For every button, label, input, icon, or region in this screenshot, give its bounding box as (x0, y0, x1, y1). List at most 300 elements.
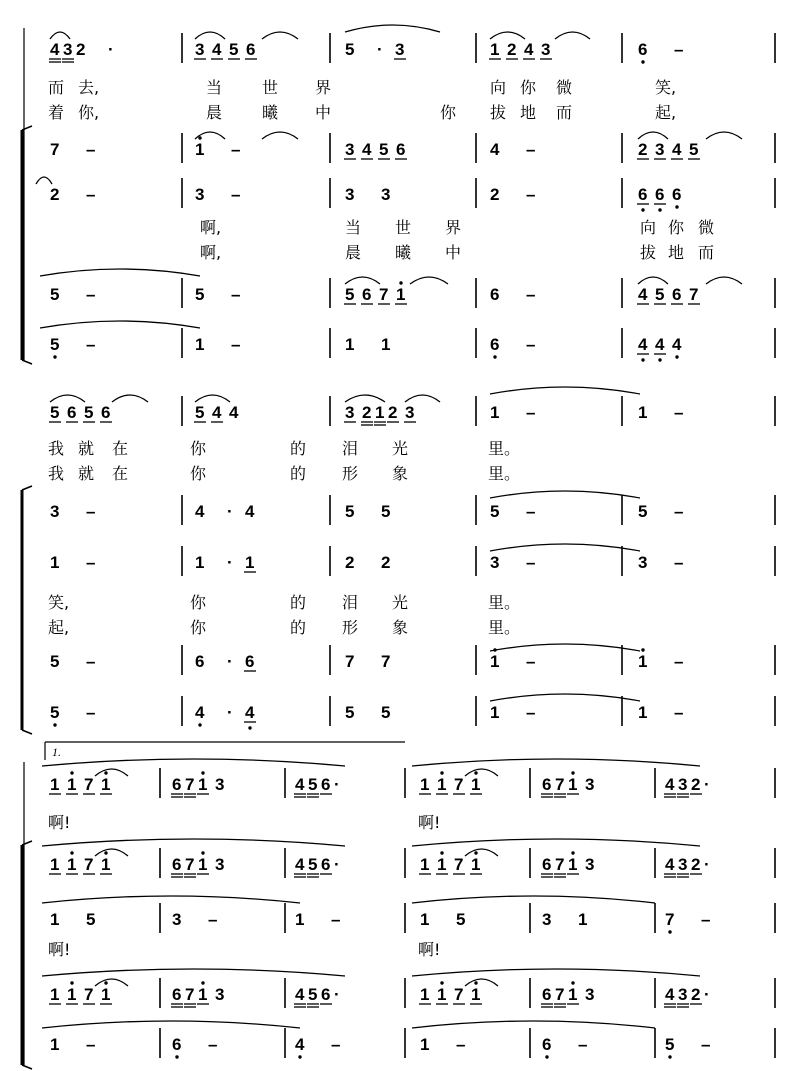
note-digit: 5 (50, 703, 60, 722)
lyric-syllable: 里。 (488, 618, 521, 637)
lyric-syllable: 曦 (262, 103, 279, 122)
augmentation-dot: · (704, 775, 710, 794)
note-digit: 3 (405, 403, 415, 422)
note-digit: 1 (67, 775, 77, 794)
note-digit: 1 (471, 855, 481, 874)
note-digit: 1 (420, 985, 430, 1004)
note-digit: 1 (471, 985, 481, 1004)
lyric-syllable: 向 (490, 78, 507, 97)
lyric-syllable: 世 (262, 78, 279, 97)
augmentation-dot: · (377, 40, 383, 59)
dash-extension: – (526, 335, 536, 354)
note-digit: 1 (568, 775, 578, 794)
staff-s1-tenor (50, 178, 775, 212)
high-octave-dot (201, 851, 204, 854)
note-digit: 6 (542, 985, 552, 1004)
slur-mark (412, 969, 700, 976)
slur-mark (40, 321, 200, 328)
dash-extension: – (701, 1035, 711, 1054)
lyric-syllable: 的 (290, 593, 307, 612)
low-octave-dot (641, 60, 644, 63)
lyric-syllable: 里。 (488, 593, 521, 612)
lyric-syllable: 你 (520, 78, 537, 97)
lyric-syllable: 当 (345, 218, 362, 237)
slur-mark (555, 32, 590, 39)
note-digit: 1 (638, 703, 648, 722)
slur-mark (95, 769, 128, 776)
system-bracket-hook (22, 486, 32, 490)
note-digit: 5 (195, 285, 205, 304)
note-digit: 5 (638, 502, 648, 521)
lyric-syllable: 啊! (418, 940, 441, 959)
high-octave-dot (399, 281, 402, 284)
note-digit: 4 (295, 1035, 305, 1054)
note-digit: 1 (101, 985, 111, 1004)
slur-mark (95, 849, 128, 856)
low-octave-dot (668, 1055, 671, 1058)
lyric-syllable: 起, (655, 103, 677, 122)
lyric-syllable: 啊! (48, 813, 71, 832)
note-digit: 6 (490, 285, 500, 304)
lyric-syllable: 啊, (200, 243, 222, 262)
dash-extension: – (86, 553, 96, 572)
high-octave-dot (641, 648, 644, 651)
augmentation-dot: · (334, 775, 340, 794)
lyric-syllable: 就 (78, 439, 95, 458)
note-digit: 1 (50, 910, 60, 929)
slur-mark (405, 395, 440, 402)
note-digit: 4 (672, 140, 682, 159)
high-octave-dot (571, 771, 574, 774)
low-octave-dot (641, 208, 644, 211)
dash-extension: – (231, 335, 241, 354)
lyric-syllable: 曦 (395, 243, 412, 262)
note-digit: 7 (84, 775, 94, 794)
lyric-syllable: 啊! (418, 813, 441, 832)
augmentation-dot: · (227, 502, 233, 521)
note-digit: 4 (362, 140, 372, 159)
dash-extension: – (674, 703, 684, 722)
note-digit: 5 (50, 335, 60, 354)
slur-mark (490, 644, 640, 651)
note-digit: 7 (50, 140, 60, 159)
note-digit: 4 (665, 775, 675, 794)
lyric-syllable: 的 (290, 618, 307, 637)
note-digit: 3 (345, 140, 355, 159)
note-digit: 3 (215, 855, 225, 874)
slur-mark (345, 395, 385, 402)
note-digit: 5 (50, 652, 60, 671)
slur-mark (706, 277, 742, 284)
note-digit: 1 (198, 855, 208, 874)
note-digit: 5 (308, 775, 318, 794)
lyric-line (48, 103, 676, 122)
note-digit: 6 (321, 985, 331, 1004)
slur-mark (412, 759, 700, 766)
slur-mark (465, 769, 498, 776)
note-digit: 6 (672, 285, 682, 304)
dash-extension: – (526, 553, 536, 572)
dash-extension: – (86, 140, 96, 159)
note-digit: 7 (185, 855, 195, 874)
dash-extension: – (331, 910, 341, 929)
note-digit: 4 (490, 140, 500, 159)
note-digit: 1 (638, 403, 648, 422)
staff-s3-bass1 (49, 978, 775, 1008)
note-digit: 1 (50, 985, 60, 1004)
note-digit: 2 (638, 140, 648, 159)
dash-extension: – (674, 40, 684, 59)
note-digit: 2 (381, 553, 391, 572)
lyric-syllable: 拔 (640, 243, 657, 262)
dash-extension: – (526, 652, 536, 671)
lyric-line (48, 813, 440, 832)
lyric-syllable: 光 (392, 593, 409, 612)
note-digit: 1 (490, 403, 500, 422)
staff-s1-bass2 (50, 328, 775, 362)
staff-s2-soprano (49, 396, 775, 426)
high-octave-dot (571, 981, 574, 984)
staff-s2-bass1 (50, 645, 775, 675)
note-digit: 1 (420, 855, 430, 874)
note-digit: 6 (172, 1035, 182, 1054)
system-bracket-hook (22, 360, 32, 364)
slur-mark (195, 395, 230, 402)
note-digit: 6 (246, 40, 256, 59)
slur-mark (42, 969, 345, 976)
lyric-syllable: 而 (48, 78, 65, 97)
note-digit: 7 (665, 910, 675, 929)
note-digit: 6 (172, 775, 182, 794)
slur-mark (42, 896, 300, 903)
lyric-syllable: 你 (190, 618, 207, 637)
augmentation-dot: · (227, 652, 233, 671)
high-octave-dot (104, 981, 107, 984)
note-digit: 1 (420, 1035, 430, 1054)
high-octave-dot (70, 771, 73, 774)
lyric-line (48, 78, 676, 97)
slur-mark (95, 979, 128, 986)
note-digit: 1 (437, 855, 447, 874)
note-digit: 4 (245, 703, 255, 722)
dash-extension: – (701, 910, 711, 929)
slur-mark (345, 277, 380, 284)
note-digit: 5 (689, 140, 699, 159)
staff-s3-tenor (50, 903, 775, 934)
high-octave-dot (201, 981, 204, 984)
dash-extension: – (526, 185, 536, 204)
note-digit: 3 (63, 40, 73, 59)
note-digit: 6 (638, 185, 648, 204)
high-octave-dot (104, 771, 107, 774)
note-digit: 6 (655, 185, 665, 204)
lyric-syllable: 你 (190, 464, 207, 483)
note-digit: 4 (295, 775, 305, 794)
dash-extension: – (674, 652, 684, 671)
note-digit: 4 (195, 703, 205, 722)
note-digit: 7 (454, 985, 464, 1004)
note-digit: 3 (585, 855, 595, 874)
high-octave-dot (474, 851, 477, 854)
lyric-syllable: 啊! (48, 940, 71, 959)
lyric-syllable: 你 (668, 218, 685, 237)
lyric-syllable: 着 (48, 103, 65, 122)
low-octave-dot (641, 358, 644, 361)
note-digit: 4 (212, 403, 222, 422)
slur-mark (345, 25, 440, 32)
dash-extension: – (86, 652, 96, 671)
note-digit: 6 (542, 1035, 552, 1054)
lyric-syllable: 你 (440, 103, 457, 122)
slur-mark (490, 387, 640, 394)
low-octave-dot (668, 930, 671, 933)
lyric-line (48, 464, 520, 483)
slur-mark (42, 759, 345, 766)
note-digit: 5 (345, 502, 355, 521)
note-digit: 6 (672, 185, 682, 204)
lyric-syllable: 界 (315, 78, 332, 97)
lyric-line (48, 593, 520, 612)
note-digit: 6 (101, 403, 111, 422)
note-digit: 5 (50, 403, 60, 422)
lyric-syllable: 笑, (655, 78, 677, 97)
lyric-syllable: 地 (668, 243, 685, 262)
lyric-syllable: 当 (206, 78, 223, 97)
note-digit: 1 (195, 140, 205, 159)
note-digit: 3 (345, 403, 355, 422)
lyric-syllable: 地 (520, 103, 537, 122)
note-digit: 2 (345, 553, 355, 572)
staff-s3-alto (49, 848, 775, 878)
lyric-syllable: 形 (342, 618, 359, 637)
note-digit: 5 (308, 855, 318, 874)
lyric-syllable: 微 (698, 218, 715, 237)
note-digit: 5 (665, 1035, 675, 1054)
note-digit: 1 (50, 775, 60, 794)
lyric-syllable: 中 (445, 243, 462, 262)
note-digit: 3 (50, 502, 60, 521)
note-digit: 1 (490, 40, 500, 59)
staff-s2-alto (50, 495, 775, 525)
lyric-line (200, 218, 714, 237)
slur-mark (40, 269, 200, 276)
slur-mark (410, 277, 448, 284)
note-digit: 5 (195, 403, 205, 422)
staff-s2-tenor (50, 546, 775, 576)
note-digit: 1 (50, 553, 60, 572)
augmentation-dot: · (108, 40, 114, 59)
note-digit: 3 (172, 910, 182, 929)
dash-extension: – (526, 403, 536, 422)
staff-s3-bass2 (50, 1028, 775, 1059)
note-digit: 2 (490, 185, 500, 204)
note-digit: 3 (585, 985, 595, 1004)
lyric-syllable: 你 (190, 593, 207, 612)
high-octave-dot (440, 981, 443, 984)
note-digit: 1 (420, 910, 430, 929)
high-octave-dot (440, 851, 443, 854)
note-digit: 7 (454, 855, 464, 874)
lyric-syllable: 微 (556, 78, 573, 97)
note-digit: 3 (541, 40, 551, 59)
note-digit: 3 (490, 553, 500, 572)
note-digit: 4 (638, 335, 648, 354)
slur-mark (490, 694, 640, 701)
note-digit: 7 (555, 855, 565, 874)
lyric-syllable: 笑, (48, 593, 70, 612)
lyric-syllable: 泪 (342, 439, 359, 458)
lyric-syllable: 世 (395, 218, 412, 237)
note-digit: 3 (395, 40, 405, 59)
note-digit: 1 (420, 775, 430, 794)
note-digit: 6 (195, 652, 205, 671)
slur-mark (490, 544, 640, 551)
note-digit: 6 (321, 775, 331, 794)
note-digit: 5 (490, 502, 500, 521)
note-digit: 2 (362, 403, 372, 422)
dash-extension: – (231, 140, 241, 159)
augmentation-dot: · (704, 855, 710, 874)
note-digit: 7 (454, 775, 464, 794)
slur-mark (465, 849, 498, 856)
note-digit: 5 (308, 985, 318, 1004)
note-digit: 4 (229, 403, 239, 422)
lyric-syllable: 里。 (488, 439, 521, 458)
high-octave-dot (474, 981, 477, 984)
note-digit: 2 (50, 185, 60, 204)
note-digit: 5 (50, 285, 60, 304)
high-octave-dot (474, 771, 477, 774)
lyric-syllable: 向 (640, 218, 657, 237)
note-digit: 3 (215, 775, 225, 794)
note-digit: 6 (638, 40, 648, 59)
augmentation-dot: · (704, 985, 710, 1004)
note-digit: 1 (198, 775, 208, 794)
note-digit: 5 (381, 703, 391, 722)
note-digit: 1 (578, 910, 588, 929)
note-digit: 1 (101, 855, 111, 874)
note-digit: 1 (245, 553, 255, 572)
lyric-line (200, 243, 714, 262)
note-digit: 7 (84, 855, 94, 874)
note-digit: 3 (678, 985, 688, 1004)
note-digit: 6 (490, 335, 500, 354)
note-digit: 6 (172, 985, 182, 1004)
slur-mark (262, 132, 298, 139)
lyric-line (48, 618, 520, 637)
lyric-syllable: 形 (342, 464, 359, 483)
note-digit: 1 (437, 775, 447, 794)
lyric-syllable: 象 (392, 464, 409, 483)
note-digit: 4 (50, 40, 60, 59)
low-octave-dot (545, 1055, 548, 1058)
note-digit: 4 (665, 985, 675, 1004)
note-digit: 4 (655, 335, 665, 354)
lyric-syllable: 而 (556, 103, 573, 122)
low-octave-dot (658, 358, 661, 361)
note-digit: 7 (381, 652, 391, 671)
note-digit: 6 (542, 775, 552, 794)
staff-s1-soprano (49, 33, 775, 64)
lyric-syllable: 中 (315, 103, 332, 122)
note-digit: 1 (295, 910, 305, 929)
note-digit: 1 (375, 403, 385, 422)
high-octave-dot (198, 136, 201, 139)
note-digit: 7 (84, 985, 94, 1004)
note-digit: 7 (345, 652, 355, 671)
slur-mark (638, 277, 668, 284)
lyric-syllable: 的 (290, 439, 307, 458)
low-octave-dot (298, 1055, 301, 1058)
staff-s2-bass2 (50, 696, 775, 730)
dash-extension: – (86, 335, 96, 354)
note-digit: 5 (229, 40, 239, 59)
note-digit: 4 (195, 502, 205, 521)
lyric-syllable: 里。 (488, 464, 521, 483)
low-octave-dot (675, 205, 678, 208)
note-digit: 1 (490, 652, 500, 671)
lyric-syllable: 界 (445, 218, 462, 237)
lyric-syllable: 晨 (345, 243, 362, 262)
note-digit: 5 (84, 403, 94, 422)
note-digit: 7 (555, 985, 565, 1004)
lyric-syllable: 在 (112, 464, 129, 483)
lyric-syllable: 就 (78, 464, 95, 483)
dash-extension: – (231, 285, 241, 304)
slur-mark (706, 132, 742, 139)
high-octave-dot (201, 771, 204, 774)
augmentation-dot: · (227, 703, 233, 722)
note-digit: 1 (568, 855, 578, 874)
note-digit: 5 (345, 285, 355, 304)
dash-extension: – (456, 1035, 466, 1054)
note-digit: 1 (195, 335, 205, 354)
low-octave-dot (493, 355, 496, 358)
note-digit: 1 (50, 855, 60, 874)
system-bracket-hook (22, 1065, 32, 1069)
note-digit: 5 (381, 502, 391, 521)
lyric-syllable: 象 (392, 618, 409, 637)
note-digit: 2 (691, 855, 701, 874)
note-digit: 4 (245, 502, 255, 521)
note-digit: 5 (345, 703, 355, 722)
slur-mark (36, 177, 52, 184)
note-digit: 4 (672, 335, 682, 354)
lyric-syllable: 的 (290, 464, 307, 483)
slur-mark (490, 491, 640, 498)
note-digit: 1 (67, 855, 77, 874)
low-octave-dot (53, 355, 56, 358)
note-digit: 3 (345, 185, 355, 204)
slur-mark (412, 896, 655, 903)
augmentation-dot: · (227, 553, 233, 572)
note-digit: 4 (295, 855, 305, 874)
slur-mark (262, 32, 298, 39)
dash-extension: – (231, 185, 241, 204)
note-digit: 6 (67, 403, 77, 422)
note-digit: 7 (689, 285, 699, 304)
lyric-syllable: 泪 (342, 593, 359, 612)
dash-extension: – (86, 1035, 96, 1054)
slur-mark (465, 979, 498, 986)
note-digit: 3 (381, 185, 391, 204)
lyric-line (48, 439, 520, 458)
note-digit: 6 (396, 140, 406, 159)
note-digit: 2 (76, 40, 86, 59)
low-octave-dot (198, 723, 201, 726)
note-digit: 6 (542, 855, 552, 874)
lyric-syllable: 我 (48, 464, 65, 483)
